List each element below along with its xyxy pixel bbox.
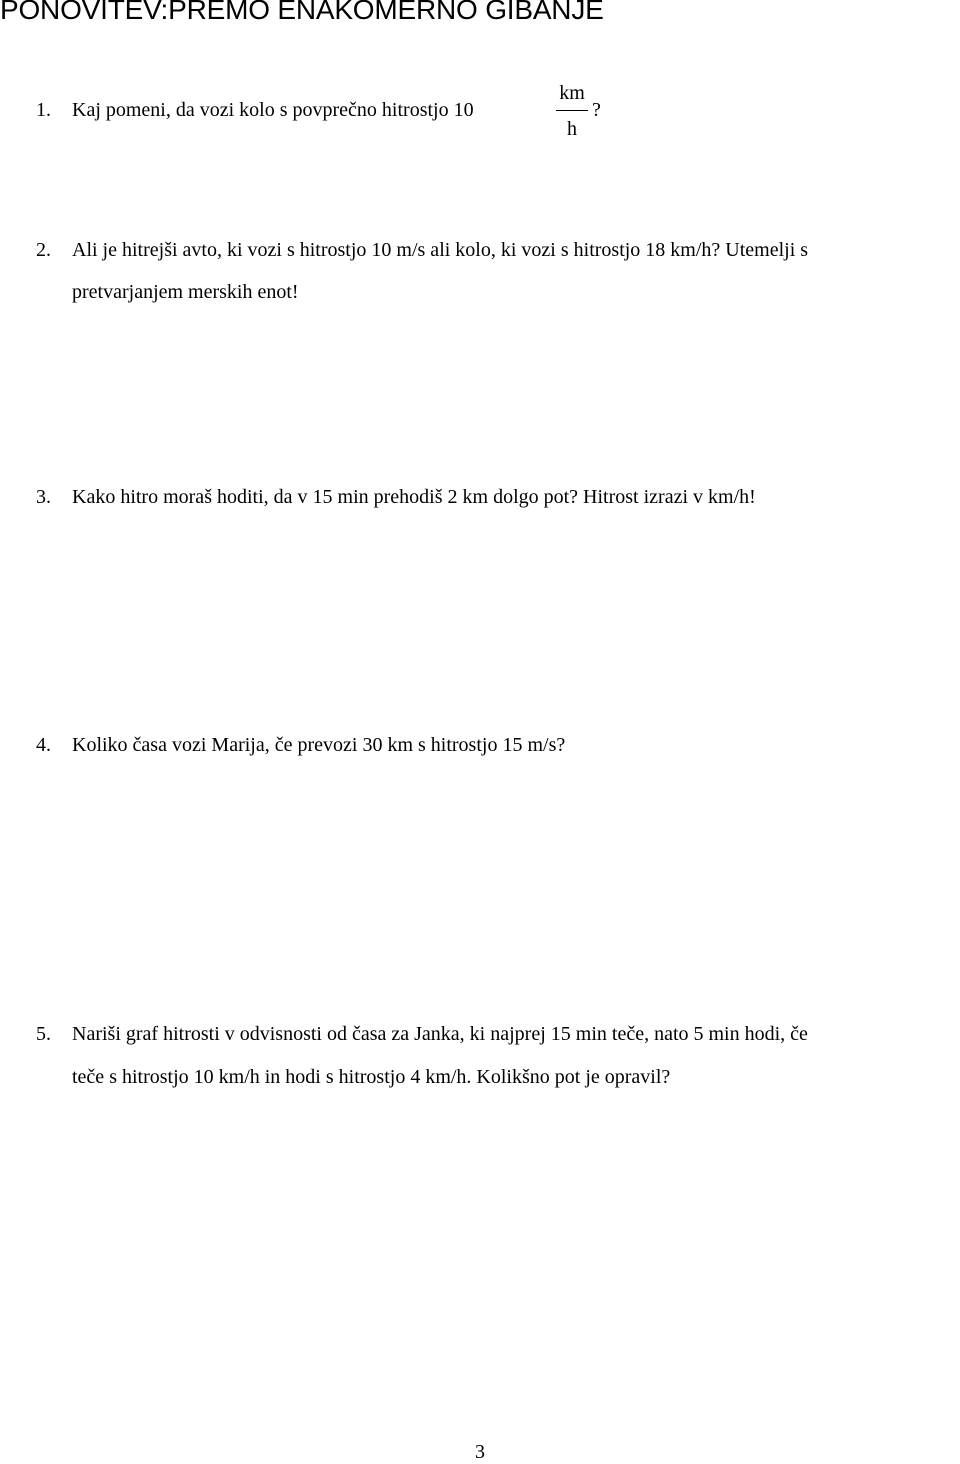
question-text-end: ? bbox=[592, 99, 601, 121]
page-number: 3 bbox=[475, 1441, 485, 1463]
question-text-line: pretvarjanjem merskih enot! bbox=[72, 281, 299, 303]
question-text-line: Nariši graf hitrosti v odvisnosti od časa za Janka, ki najprej 15 min teče, nato 5 min hodi, če bbox=[72, 1023, 808, 1045]
question-number: 4. bbox=[36, 734, 51, 756]
question-number: 1. bbox=[36, 99, 51, 121]
question-text-line: Kako hitro moraš hoditi, da v 15 min prehodiš 2 km dolgo pot? Hitrost izrazi v km/h! bbox=[72, 486, 756, 508]
question-text-line: Ali je hitrejši avto, ki vozi s hitrostjo 10 m/s ali kolo, ki vozi s hitrostjo 18 km/h? Utemelji s bbox=[72, 239, 809, 261]
question-number: 5. bbox=[36, 1023, 51, 1045]
fraction-numerator: km bbox=[559, 82, 585, 104]
fraction-denominator: h bbox=[567, 118, 577, 140]
question-text-line: Koliko časa vozi Marija, če prevozi 30 km s hitrostjo 15 m/s? bbox=[72, 734, 566, 756]
worksheet-title: PONOVITEV:PREMO ENAKOMERNO GIBANJE bbox=[0, 0, 604, 25]
question-number: 2. bbox=[36, 239, 51, 261]
question-number: 3. bbox=[36, 486, 51, 508]
fraction-bar bbox=[556, 110, 588, 111]
question-text-line: teče s hitrostjo 10 km/h in hodi s hitrostjo 4 km/h. Kolikšno pot je opravil? bbox=[72, 1066, 671, 1088]
question-text: Kaj pomeni, da vozi kolo s povprečno hitrostjo 10 bbox=[72, 99, 474, 121]
